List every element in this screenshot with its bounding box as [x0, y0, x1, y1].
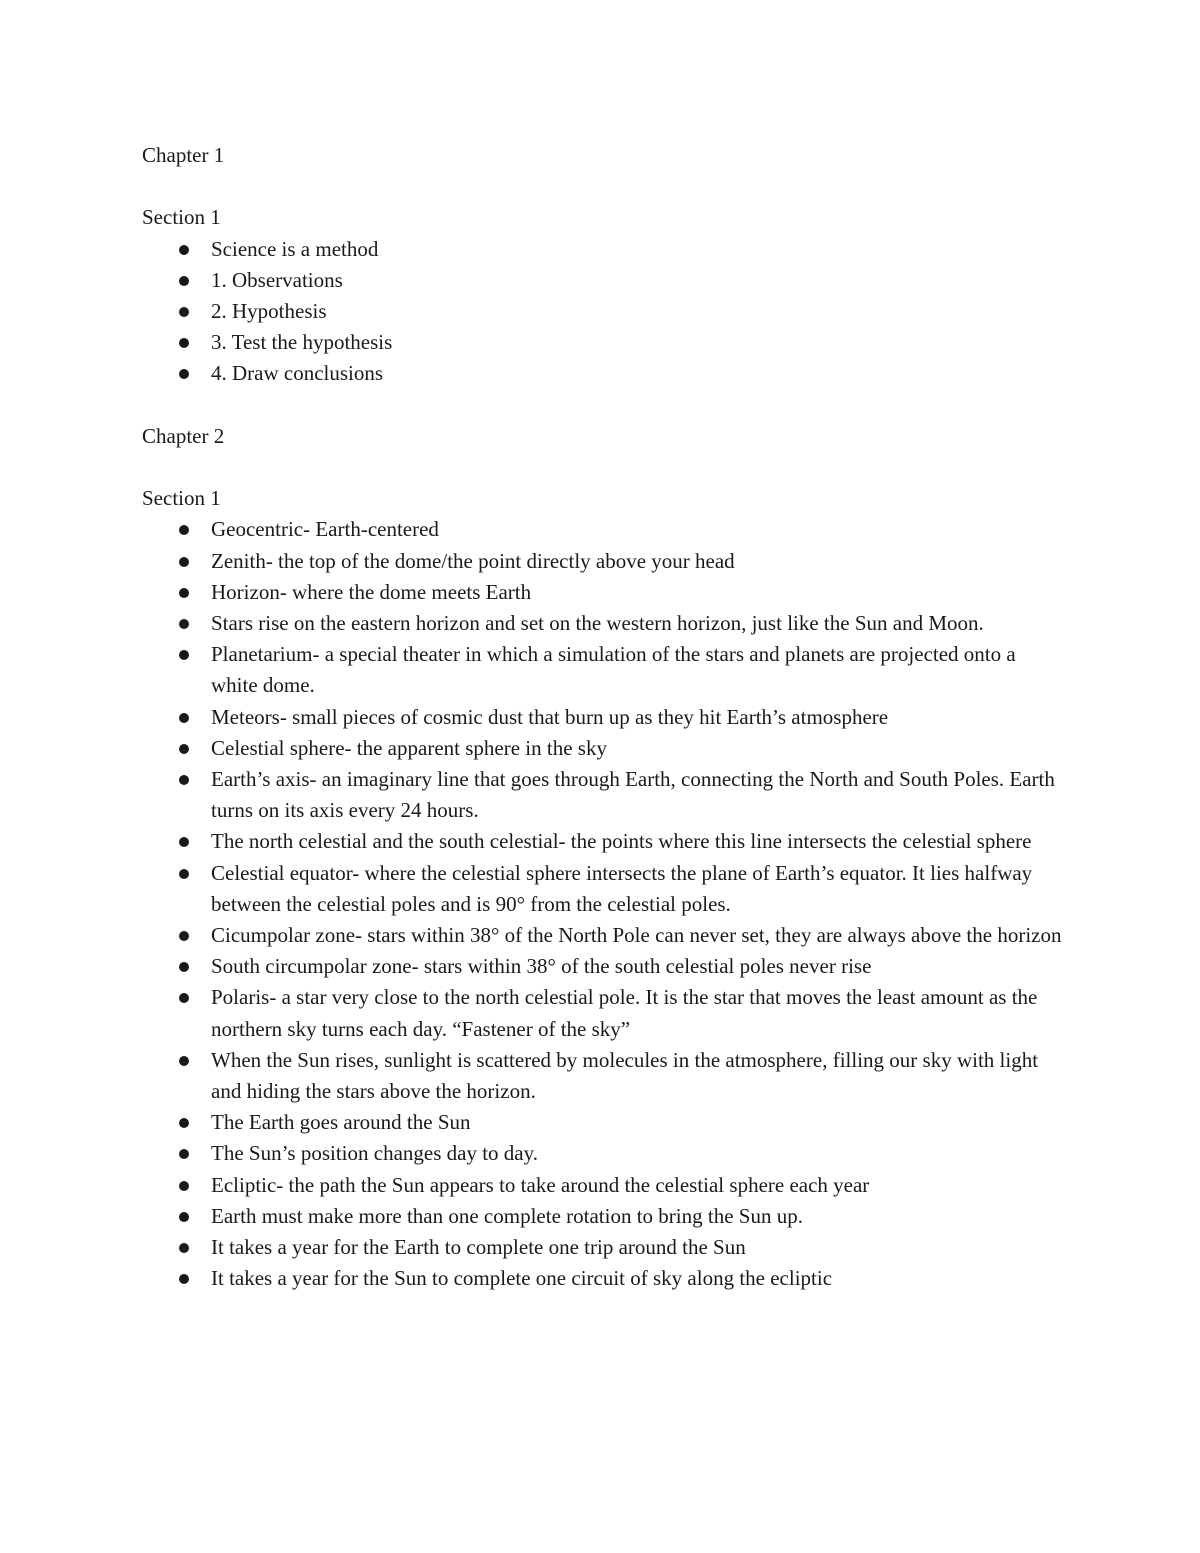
bullet-icon — [179, 525, 189, 535]
spacer — [142, 390, 1062, 421]
bullet-icon — [179, 775, 189, 785]
list-item — [142, 702, 1062, 733]
list-item-text: Polaris- a star very close to the north celestial pole. It is the star that moves the least amount as the northern sky turns each day. “Fastener of the sky” — [211, 985, 1038, 1041]
bullet-icon — [179, 993, 189, 1003]
bullet-icon — [179, 962, 189, 972]
bullet-icon — [179, 744, 189, 754]
list-item — [142, 920, 1062, 951]
bullet-icon — [179, 837, 189, 847]
list-item-text: Celestial sphere- the apparent sphere in the sky — [211, 735, 607, 760]
list-item-text: The Earth goes around the Sun — [211, 1110, 471, 1135]
section-title: Section 1 — [142, 486, 221, 511]
section-title: Section 1 — [142, 205, 221, 230]
bullet-icon — [179, 276, 189, 286]
bullet-list — [142, 514, 1062, 1294]
list-item — [142, 514, 1062, 545]
chapter-title: Chapter 2 — [142, 423, 225, 448]
bullet-icon — [179, 1118, 189, 1128]
list-item — [142, 951, 1062, 982]
bullet-icon — [179, 1243, 189, 1253]
list-item — [142, 733, 1062, 764]
list-item — [142, 1201, 1062, 1232]
list-item — [142, 358, 1062, 389]
list-item — [142, 296, 1062, 327]
list-item — [142, 546, 1062, 577]
chapter-2 — [142, 421, 1062, 1295]
list-item-text: Celestial equator- where the celestial sphere intersects the plane of Earth’s equator. It lies halfway between the celestial poles and is 90° from the celestial poles. — [211, 860, 1033, 916]
list-item-text: Zenith- the top of the dome/the point directly above your head — [211, 548, 735, 573]
list-item — [142, 639, 1062, 701]
list-item — [142, 858, 1062, 920]
bullet-icon — [179, 1274, 189, 1284]
bullet-icon — [179, 369, 189, 379]
list-item-text: When the Sun rises, sunlight is scattered by molecules in the atmosphere, filling our sky with light and hiding the stars above the horizon. — [211, 1047, 1039, 1103]
list-item-text: South circumpolar zone- stars within 38° of the south celestial poles never rise — [211, 954, 872, 979]
spacer — [142, 452, 1062, 483]
list-item-text: 4. Draw conclusions — [211, 361, 384, 386]
list-item — [142, 577, 1062, 608]
bullet-list — [142, 234, 1062, 390]
list-item-text: Stars rise on the eastern horizon and set on the western horizon, just like the Sun and Moon. — [211, 610, 984, 635]
list-item-text: Science is a method — [211, 236, 379, 261]
list-item — [142, 1232, 1062, 1263]
list-item-text: It takes a year for the Sun to complete one circuit of sky along the ecliptic — [211, 1266, 833, 1291]
bullet-icon — [179, 1212, 189, 1222]
list-item — [142, 234, 1062, 265]
list-item — [142, 1138, 1062, 1169]
list-item — [142, 982, 1062, 1044]
list-item — [142, 1107, 1062, 1138]
list-item-text: The Sun’s position changes day to day. — [211, 1141, 539, 1166]
list-item-text: 3. Test the hypothesis — [211, 330, 393, 355]
bullet-icon — [179, 869, 189, 879]
list-item-text: 2. Hypothesis — [211, 298, 327, 323]
bullet-icon — [179, 713, 189, 723]
list-item — [142, 608, 1062, 639]
list-item — [142, 327, 1062, 358]
list-item-text: Horizon- where the dome meets Earth — [211, 579, 532, 604]
bullet-icon — [179, 619, 189, 629]
chapter-1 — [142, 140, 1062, 390]
list-item-text: Geocentric- Earth-centered — [211, 517, 439, 542]
list-item-text: Earth’s axis- an imaginary line that goes through Earth, connecting the North and South Poles. Earth turns on its axis every 24 hours. — [211, 766, 1055, 823]
list-item — [142, 826, 1062, 857]
bullet-icon — [179, 245, 189, 255]
chapter-title: Chapter 1 — [142, 143, 225, 167]
list-item — [142, 1263, 1062, 1294]
list-item-text: Meteors- small pieces of cosmic dust that burn up as they hit Earth’s atmosphere — [211, 704, 889, 729]
spacer — [142, 171, 1062, 202]
bullet-icon — [179, 1181, 189, 1191]
bullet-icon — [179, 307, 189, 317]
document-page — [142, 140, 1062, 1294]
bullet-icon — [179, 588, 189, 598]
bullet-icon — [179, 1056, 189, 1066]
list-item-text: The north celestial and the south celestial- the points where this line intersects the celestial sphere — [211, 829, 1032, 854]
list-item — [142, 1170, 1062, 1201]
list-item — [142, 265, 1062, 296]
list-item — [142, 1045, 1062, 1107]
list-item — [142, 764, 1062, 826]
bullet-icon — [179, 931, 189, 941]
list-item-text: Ecliptic- the path the Sun appears to take around the celestial sphere each year — [211, 1172, 870, 1197]
bullet-icon — [179, 338, 189, 348]
list-item-text: It takes a year for the Earth to complete one trip around the Sun — [211, 1235, 746, 1259]
list-item-text: Cicumpolar zone- stars within 38° of the North Pole can never set, they are always above the horizon — [211, 922, 1062, 947]
bullet-icon — [179, 650, 189, 660]
list-item-text: Earth must make more than one complete rotation to bring the Sun up. — [211, 1203, 803, 1228]
bullet-icon — [179, 557, 189, 567]
list-item-text: Planetarium- a special theater in which a simulation of the stars and planets are projected onto a white dome. — [211, 642, 1016, 698]
list-item-text: 1. Observations — [211, 267, 343, 292]
bullet-icon — [179, 1149, 189, 1159]
